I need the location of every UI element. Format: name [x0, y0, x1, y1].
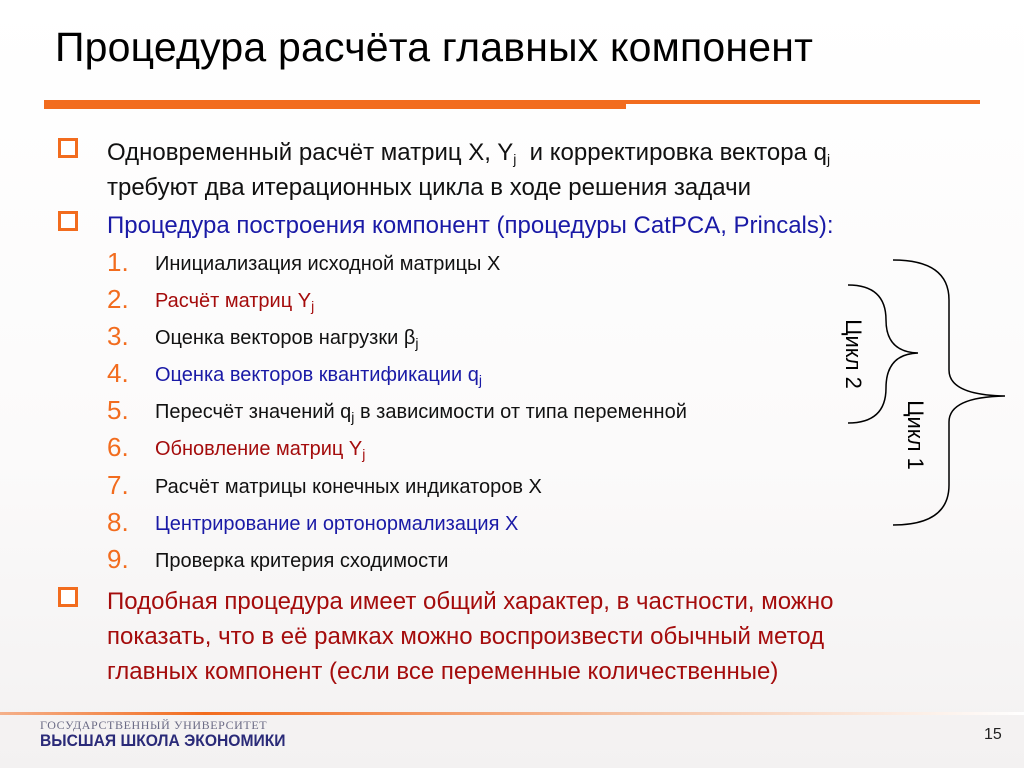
bullet-3-line-1: Подобная процедура имеет общий характер, в частности, можно: [107, 588, 834, 615]
step-6-text: Обновление матриц $Y_j$: [155, 438, 366, 462]
step-number: 8.: [107, 507, 129, 537]
step-5-text: Пересчёт значений $q_j$ в зависимости от типа переменной: [155, 401, 687, 425]
footer-divider: [0, 712, 1024, 715]
bullet-1-line-1: Одновременный расчёт матриц X, $Y_j$ и корректировка вектора $q_j$: [107, 139, 831, 167]
step-number: 5.: [107, 395, 129, 425]
logo-hse-name: ВЫСШАЯ ШКОЛА ЭКОНОМИКИ: [40, 731, 286, 750]
step-number: 4.: [107, 358, 129, 388]
step-4-text: Оценка векторов квантификации $q_j$: [155, 364, 483, 388]
step-number: 1.: [107, 247, 129, 277]
bullet-1-line-2: требуют два итерационных цикла в ходе решения задачи: [107, 174, 752, 201]
step-number: 6.: [107, 432, 129, 462]
slide-title: Процедура расчёта главных компонент: [55, 24, 814, 70]
step-1-text: Инициализация исходной матрицы X: [155, 253, 501, 275]
step-number: 7.: [107, 470, 129, 500]
bullet-2-text: Процедура построения компонент (процедуры CatPCA, Princals):: [107, 212, 834, 239]
step-number: 9.: [107, 544, 129, 574]
page-number: 15: [984, 726, 1002, 743]
step-number: 2.: [107, 284, 129, 314]
step-number: 3.: [107, 321, 129, 351]
bullet-3-line-2: показать, что в её рамках можно воспроизвести обычный метод: [107, 623, 825, 650]
step-3-text: Оценка векторов нагрузки $\beta_j$: [155, 327, 419, 351]
step-7-text: Расчёт матрицы конечных индикаторов X: [155, 476, 542, 498]
step-2-text: Расчёт матриц $Y_j$: [155, 290, 315, 314]
bullet-3-line-3: главных компонент (если все переменные количественные): [107, 658, 779, 685]
cycle-2-label: Цикл 2: [840, 319, 866, 389]
outer-cycle-brace: [893, 260, 1005, 525]
step-8-text: Центрирование и ортонормализация X: [155, 513, 519, 535]
cycle-1-label: Цикл 1: [902, 400, 928, 470]
logo-university-caption: ГОСУДАРСТВЕННЫЙ УНИВЕРСИТЕТ: [40, 718, 268, 732]
step-9-text: Проверка критерия сходимости: [155, 550, 449, 572]
